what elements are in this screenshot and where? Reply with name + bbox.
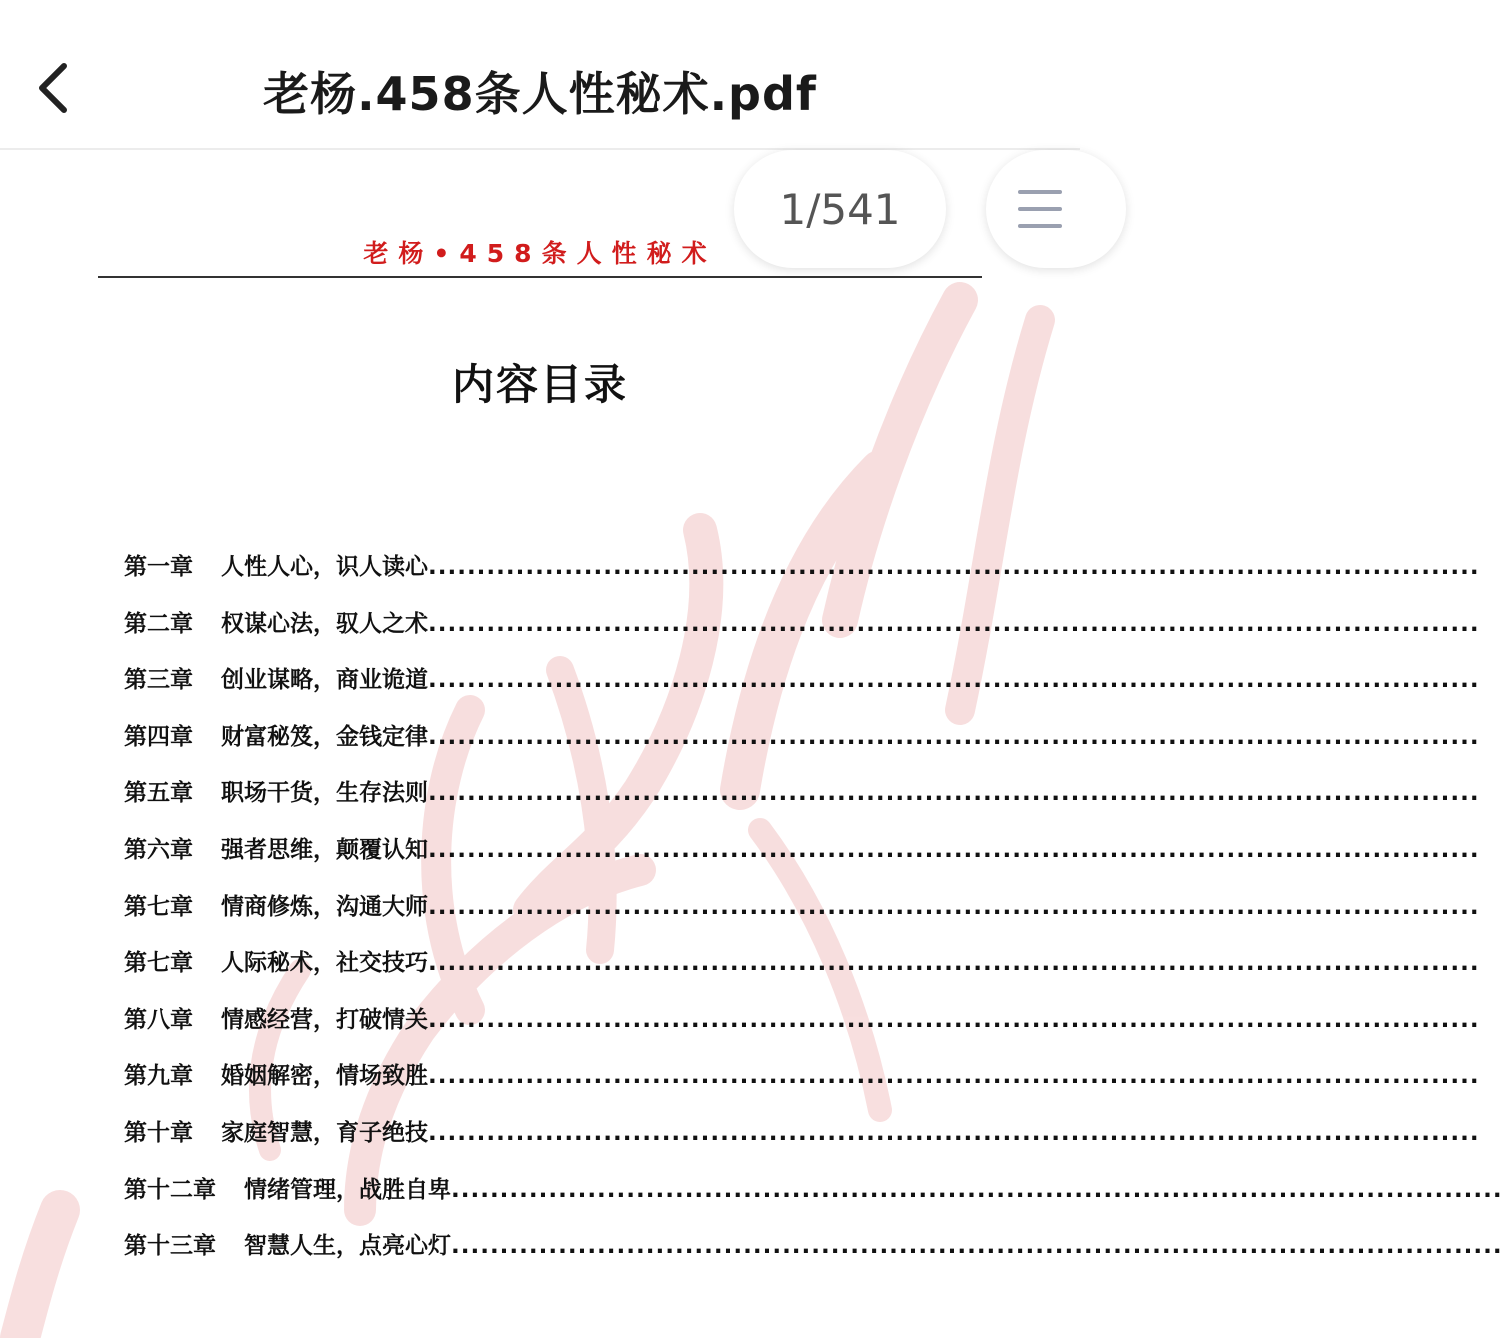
toc-item[interactable]	[124, 1114, 1480, 1171]
pdf-page[interactable]	[0, 150, 1503, 1338]
toc-item[interactable]	[124, 944, 1480, 1001]
toc-chapter-number: 第五章	[124, 780, 193, 807]
toc-chapter-title: 人际秘术，社交技巧	[221, 950, 428, 977]
toc-chapter-number: 第七章	[124, 950, 193, 977]
toc-chapter-title: 智慧人生，点亮心灯	[244, 1233, 451, 1260]
toc-leader-dots: ............................................................................................................	[428, 1006, 1480, 1033]
page-indicator-text: 1/541	[779, 184, 901, 234]
toc-chapter-title: 财富秘笈，金钱定律	[221, 723, 428, 750]
toc-chapter-number: 第一章	[124, 554, 193, 580]
toc-leader-dots: ............................................................................................................	[428, 723, 1480, 750]
toc-item[interactable]	[124, 1057, 1480, 1114]
toc-leader-dots: ............................................................................................................	[428, 836, 1480, 863]
top-bar	[0, 0, 1080, 150]
menu-button[interactable]	[986, 150, 1126, 268]
toc-leader-dots: ............................................................................................................	[428, 554, 1480, 580]
toc-item[interactable]	[124, 888, 1480, 945]
toc-leader-dots: ............................................................................................................	[428, 893, 1480, 920]
toc-item[interactable]	[124, 605, 1480, 662]
document-running-header: 老杨•458条人性秘术	[363, 239, 717, 268]
toc-item[interactable]	[124, 774, 1480, 831]
header-rule	[98, 276, 982, 278]
toc-chapter-number: 第四章	[124, 723, 193, 750]
toc-chapter-title: 权谋心法，驭人之术	[221, 610, 428, 637]
toc-chapter-title: 情感经营，打破情关	[221, 1006, 428, 1033]
toc-chapter-number: 第八章	[124, 1006, 193, 1033]
toc-item[interactable]	[124, 1001, 1480, 1058]
toc-chapter-title: 家庭智慧，育子绝技	[221, 1119, 428, 1146]
toc-item[interactable]	[124, 1171, 1503, 1228]
toc-chapter-number: 第十章	[124, 1119, 193, 1146]
toc-chapter-title: 强者思维，颠覆认知	[221, 836, 428, 863]
toc-chapter-title: 婚姻解密，情场致胜	[221, 1063, 428, 1090]
toc-leader-dots: ............................................................................................................	[428, 950, 1480, 977]
toc-item[interactable]	[124, 718, 1480, 775]
menu-lines-icon	[986, 150, 1126, 268]
toc-leader-dots: ............................................................................................................	[451, 1176, 1503, 1203]
toc-chapter-number: 第九章	[124, 1063, 193, 1090]
table-of-contents	[124, 548, 1503, 1284]
toc-chapter-number: 第三章	[124, 667, 193, 694]
toc-leader-dots: ............................................................................................................	[428, 1119, 1480, 1146]
toc-chapter-title: 人性人心，识人读心	[221, 554, 428, 580]
toc-leader-dots: ............................................................................................................	[428, 610, 1480, 637]
toc-item[interactable]	[124, 661, 1480, 718]
toc-chapter-number: 第七章	[124, 893, 193, 920]
toc-item[interactable]	[124, 831, 1480, 888]
toc-leader-dots: ............................................................................................................	[451, 1233, 1503, 1260]
file-title: 老杨.458条人性秘术.pdf	[263, 67, 817, 121]
toc-chapter-title: 职场干货，生存法则	[221, 780, 428, 807]
toc-title: 内容目录	[451, 360, 628, 409]
toc-leader-dots: ............................................................................................................	[428, 780, 1480, 807]
toc-chapter-number: 第十三章	[124, 1233, 216, 1260]
page-indicator[interactable]	[734, 150, 946, 268]
toc-chapter-title: 创业谋略，商业诡道	[221, 667, 428, 694]
toc-leader-dots: ............................................................................................................	[428, 1063, 1480, 1090]
toc-item[interactable]	[124, 548, 1480, 605]
toc-chapter-title: 情绪管理，战胜自卑	[244, 1176, 451, 1203]
toc-chapter-number: 第六章	[124, 836, 193, 863]
toc-leader-dots: ............................................................................................................	[428, 667, 1480, 694]
toc-item[interactable]	[124, 1227, 1503, 1284]
toc-chapter-number: 第十二章	[124, 1176, 216, 1203]
toc-chapter-number: 第二章	[124, 610, 193, 637]
toc-chapter-title: 情商修炼，沟通大师	[221, 893, 428, 920]
